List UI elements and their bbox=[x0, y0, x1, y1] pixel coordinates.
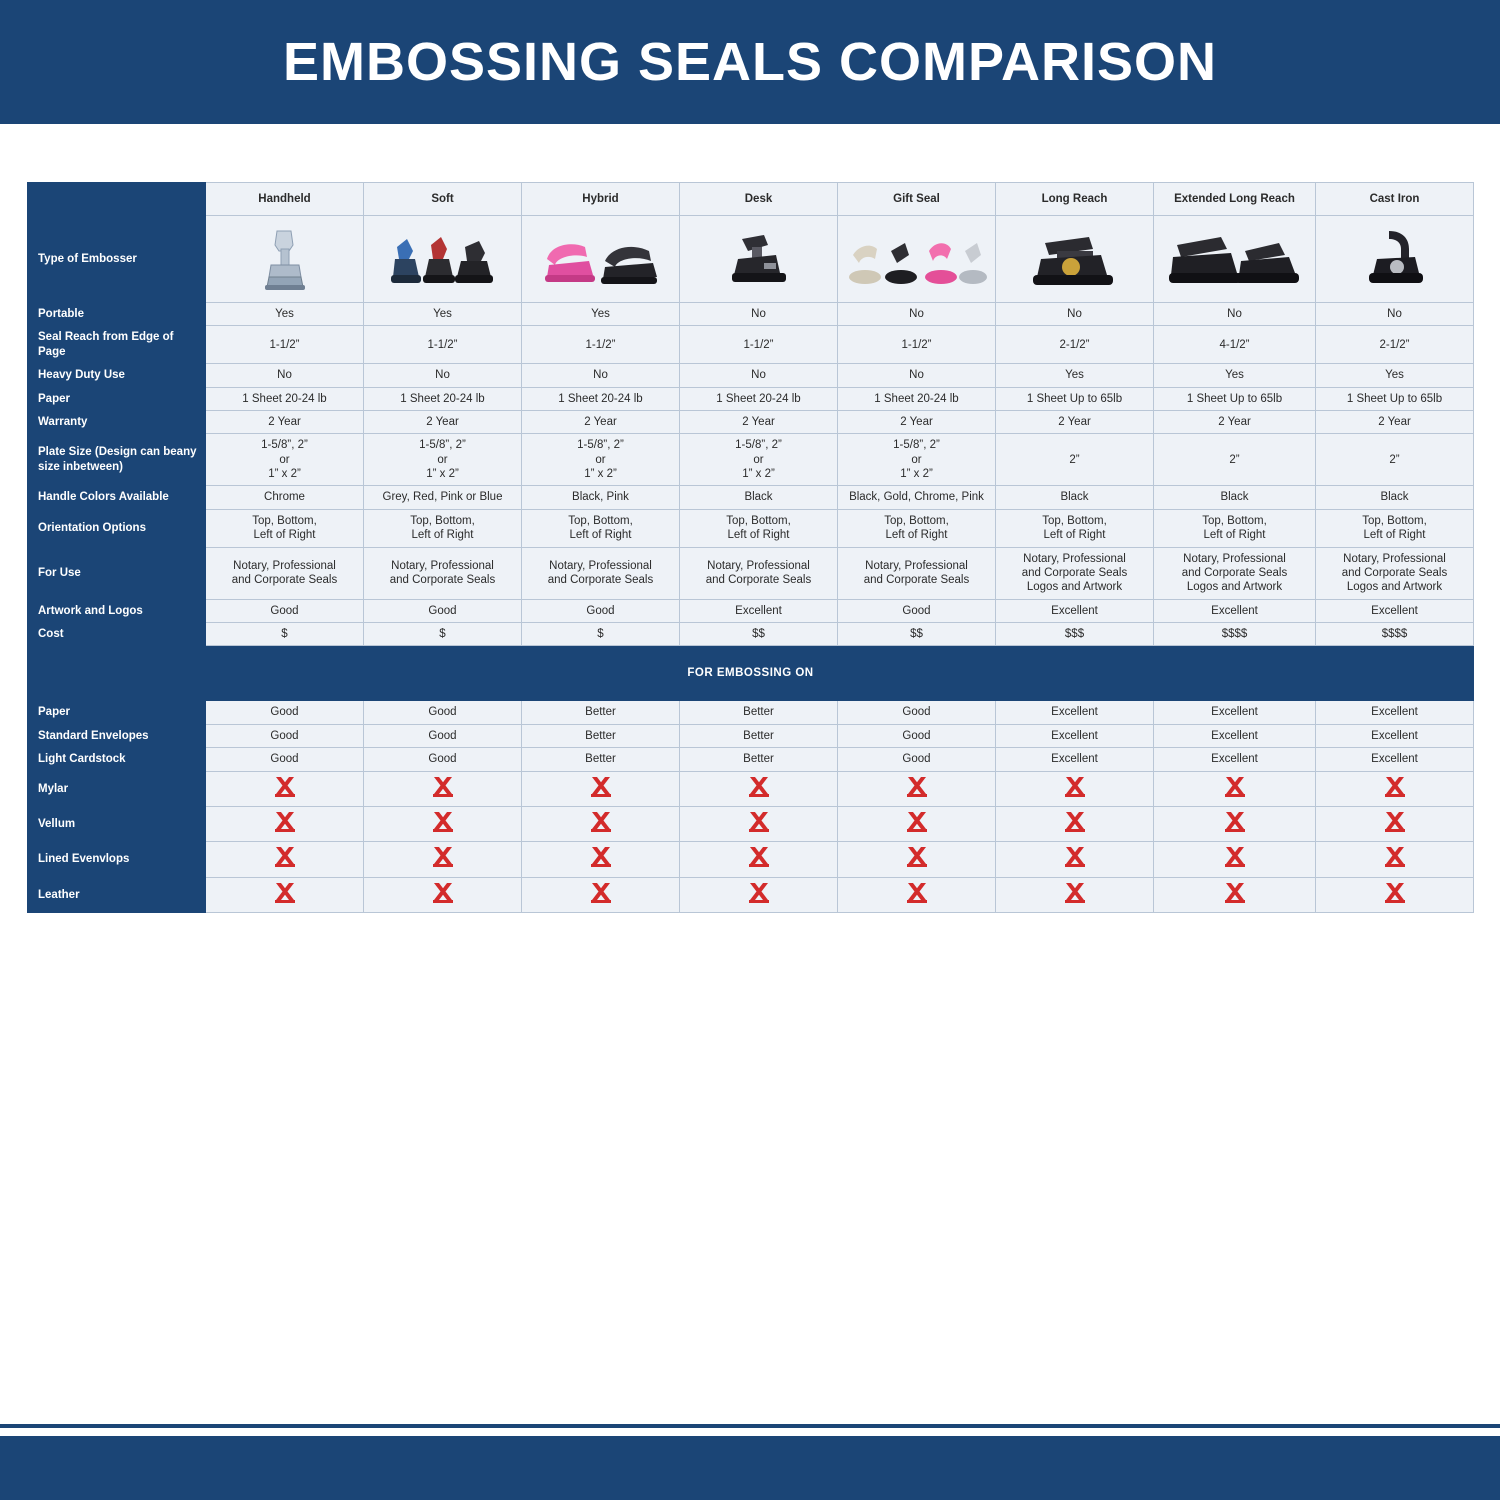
cell-embossing-light-cardstock-cast-iron: Excellent bbox=[1316, 748, 1474, 771]
cell-embossing-leather-long-reach bbox=[996, 877, 1154, 912]
x-mark-icon bbox=[748, 882, 770, 904]
cell-portable-handheld: Yes bbox=[206, 303, 364, 326]
x-mark-icon bbox=[1224, 776, 1246, 798]
cell-heavy-duty-use-soft: No bbox=[364, 364, 522, 387]
cell-embossing-paper-desk: Better bbox=[680, 701, 838, 724]
cell-plate-size-design-can-beany-size-inbetween-extended-long-reach: 2” bbox=[1154, 434, 1316, 486]
cell-embossing-leather-hybrid bbox=[522, 877, 680, 912]
x-mark-icon bbox=[1224, 882, 1246, 904]
cell-plate-size-design-can-beany-size-inbetween-handheld: 1-5/8”, 2” or 1” x 2” bbox=[206, 434, 364, 486]
cell-plate-size-design-can-beany-size-inbetween-long-reach: 2” bbox=[996, 434, 1154, 486]
row-label-heavy-duty-use: Heavy Duty Use bbox=[28, 364, 206, 387]
cell-embossing-standard-envelopes-extended-long-reach: Excellent bbox=[1154, 724, 1316, 747]
cell-paper-extended-long-reach: 1 Sheet Up to 65lb bbox=[1154, 387, 1316, 410]
cell-heavy-duty-use-gift-seal: No bbox=[838, 364, 996, 387]
x-mark-icon bbox=[590, 882, 612, 904]
table-row bbox=[28, 842, 1474, 877]
cell-orientation-options-desk: Top, Bottom, Left of Right bbox=[680, 509, 838, 547]
cell-embossing-lined-evenvlops-extended-long-reach bbox=[1154, 842, 1316, 877]
table-row bbox=[28, 303, 1474, 326]
cell-embossing-vellum-cast-iron bbox=[1316, 806, 1474, 841]
cell-embossing-paper-cast-iron: Excellent bbox=[1316, 701, 1474, 724]
cell-embossing-lined-evenvlops-long-reach bbox=[996, 842, 1154, 877]
cell-embossing-lined-evenvlops-hybrid bbox=[522, 842, 680, 877]
row-label-embossing-mylar: Mylar bbox=[28, 771, 206, 806]
cell-orientation-options-gift-seal: Top, Bottom, Left of Right bbox=[838, 509, 996, 547]
x-mark-icon bbox=[1064, 776, 1086, 798]
column-header-gift-seal: Gift Seal bbox=[838, 183, 996, 216]
row-label-portable: Portable bbox=[28, 303, 206, 326]
cell-embossing-mylar-handheld bbox=[206, 771, 364, 806]
cell-embossing-light-cardstock-long-reach: Excellent bbox=[996, 748, 1154, 771]
cell-warranty-handheld: 2 Year bbox=[206, 410, 364, 433]
section-band-row bbox=[28, 646, 1474, 701]
cell-handle-colors-available-cast-iron: Black bbox=[1316, 486, 1474, 509]
table-row bbox=[28, 806, 1474, 841]
cell-for-use-gift-seal: Notary, Professional and Corporate Seals bbox=[838, 547, 996, 599]
cell-embossing-light-cardstock-soft: Good bbox=[364, 748, 522, 771]
cell-cost-handheld: $ bbox=[206, 623, 364, 646]
cell-artwork-and-logos-long-reach: Excellent bbox=[996, 599, 1154, 622]
table-row bbox=[28, 216, 1474, 303]
cell-for-use-extended-long-reach: Notary, Professional and Corporate Seals Logos and Artwork bbox=[1154, 547, 1316, 599]
cell-heavy-duty-use-cast-iron: Yes bbox=[1316, 364, 1474, 387]
cell-seal-reach-from-edge-of-page-long-reach: 2-1/2” bbox=[996, 326, 1154, 364]
table-row bbox=[28, 877, 1474, 912]
cell-embossing-mylar-long-reach bbox=[996, 771, 1154, 806]
cell-embossing-leather-cast-iron bbox=[1316, 877, 1474, 912]
table-row bbox=[28, 547, 1474, 599]
cell-handle-colors-available-handheld: Chrome bbox=[206, 486, 364, 509]
cell-embossing-paper-gift-seal: Good bbox=[838, 701, 996, 724]
cell-embossing-leather-soft bbox=[364, 877, 522, 912]
cell-heavy-duty-use-desk: No bbox=[680, 364, 838, 387]
cell-portable-cast-iron: No bbox=[1316, 303, 1474, 326]
cell-embossing-light-cardstock-desk: Better bbox=[680, 748, 838, 771]
cell-portable-long-reach: No bbox=[996, 303, 1154, 326]
cell-seal-reach-from-edge-of-page-desk: 1-1/2” bbox=[680, 326, 838, 364]
cell-cost-desk: $$ bbox=[680, 623, 838, 646]
cell-for-use-handheld: Notary, Professional and Corporate Seals bbox=[206, 547, 364, 599]
cell-plate-size-design-can-beany-size-inbetween-cast-iron: 2” bbox=[1316, 434, 1474, 486]
cell-embossing-mylar-cast-iron bbox=[1316, 771, 1474, 806]
cell-seal-reach-from-edge-of-page-cast-iron: 2-1/2” bbox=[1316, 326, 1474, 364]
x-mark-icon bbox=[590, 776, 612, 798]
column-header-desk: Desk bbox=[680, 183, 838, 216]
extended-long-reach-embosser-icon bbox=[1154, 216, 1316, 303]
x-mark-icon bbox=[748, 776, 770, 798]
cell-embossing-paper-handheld: Good bbox=[206, 701, 364, 724]
cell-embossing-vellum-desk bbox=[680, 806, 838, 841]
cell-warranty-gift-seal: 2 Year bbox=[838, 410, 996, 433]
cell-orientation-options-hybrid: Top, Bottom, Left of Right bbox=[522, 509, 680, 547]
column-header-hybrid: Hybrid bbox=[522, 183, 680, 216]
cell-embossing-paper-long-reach: Excellent bbox=[996, 701, 1154, 724]
cell-for-use-desk: Notary, Professional and Corporate Seals bbox=[680, 547, 838, 599]
row-label-embossing-lined-evenvlops: Lined Evenvlops bbox=[28, 842, 206, 877]
cell-embossing-standard-envelopes-desk: Better bbox=[680, 724, 838, 747]
row-label-type-of-embosser: Type of Embosser bbox=[28, 216, 206, 303]
x-mark-icon bbox=[906, 776, 928, 798]
cell-seal-reach-from-edge-of-page-extended-long-reach: 4-1/2” bbox=[1154, 326, 1316, 364]
x-mark-icon bbox=[1224, 846, 1246, 868]
cell-embossing-vellum-hybrid bbox=[522, 806, 680, 841]
row-label-embossing-light-cardstock: Light Cardstock bbox=[28, 748, 206, 771]
cell-cost-extended-long-reach: $$$$ bbox=[1154, 623, 1316, 646]
cast-iron-embosser-icon bbox=[1316, 216, 1474, 303]
x-mark-icon bbox=[906, 882, 928, 904]
cell-embossing-standard-envelopes-handheld: Good bbox=[206, 724, 364, 747]
cell-warranty-long-reach: 2 Year bbox=[996, 410, 1154, 433]
cell-embossing-mylar-extended-long-reach bbox=[1154, 771, 1316, 806]
hybrid-embosser-icon bbox=[522, 216, 680, 303]
cell-embossing-lined-evenvlops-cast-iron bbox=[1316, 842, 1474, 877]
cell-embossing-light-cardstock-extended-long-reach: Excellent bbox=[1154, 748, 1316, 771]
table-header-row bbox=[28, 183, 1474, 216]
table-row bbox=[28, 387, 1474, 410]
cell-embossing-vellum-handheld bbox=[206, 806, 364, 841]
cell-embossing-paper-hybrid: Better bbox=[522, 701, 680, 724]
row-label-warranty: Warranty bbox=[28, 410, 206, 433]
table-row bbox=[28, 748, 1474, 771]
cell-artwork-and-logos-desk: Excellent bbox=[680, 599, 838, 622]
cell-embossing-vellum-gift-seal bbox=[838, 806, 996, 841]
x-mark-icon bbox=[1064, 882, 1086, 904]
cell-artwork-and-logos-soft: Good bbox=[364, 599, 522, 622]
x-mark-icon bbox=[432, 882, 454, 904]
table-row bbox=[28, 701, 1474, 724]
cell-warranty-soft: 2 Year bbox=[364, 410, 522, 433]
cell-warranty-desk: 2 Year bbox=[680, 410, 838, 433]
table-row bbox=[28, 771, 1474, 806]
x-mark-icon bbox=[274, 882, 296, 904]
cell-embossing-standard-envelopes-cast-iron: Excellent bbox=[1316, 724, 1474, 747]
cell-portable-hybrid: Yes bbox=[522, 303, 680, 326]
cell-embossing-paper-extended-long-reach: Excellent bbox=[1154, 701, 1316, 724]
footer-divider bbox=[0, 1424, 1500, 1428]
page-title: EMBOSSING SEALS COMPARISON bbox=[282, 32, 1218, 92]
row-label-orientation-options: Orientation Options bbox=[28, 509, 206, 547]
long-reach-embosser-icon bbox=[996, 216, 1154, 303]
cell-paper-long-reach: 1 Sheet Up to 65lb bbox=[996, 387, 1154, 410]
x-mark-icon bbox=[432, 811, 454, 833]
x-mark-icon bbox=[1064, 846, 1086, 868]
column-header-extended-long-reach: Extended Long Reach bbox=[1154, 183, 1316, 216]
cell-embossing-lined-evenvlops-gift-seal bbox=[838, 842, 996, 877]
cell-for-use-hybrid: Notary, Professional and Corporate Seals bbox=[522, 547, 680, 599]
table-row bbox=[28, 599, 1474, 622]
table-corner bbox=[28, 183, 206, 216]
cell-seal-reach-from-edge-of-page-soft: 1-1/2” bbox=[364, 326, 522, 364]
x-mark-icon bbox=[748, 811, 770, 833]
section-band-for-embossing-on: FOR EMBOSSING ON bbox=[28, 646, 1474, 701]
cell-orientation-options-long-reach: Top, Bottom, Left of Right bbox=[996, 509, 1154, 547]
cell-seal-reach-from-edge-of-page-gift-seal: 1-1/2” bbox=[838, 326, 996, 364]
cell-embossing-standard-envelopes-soft: Good bbox=[364, 724, 522, 747]
cell-handle-colors-available-desk: Black bbox=[680, 486, 838, 509]
cell-for-use-soft: Notary, Professional and Corporate Seals bbox=[364, 547, 522, 599]
column-header-cast-iron: Cast Iron bbox=[1316, 183, 1474, 216]
cell-embossing-leather-extended-long-reach bbox=[1154, 877, 1316, 912]
cell-handle-colors-available-long-reach: Black bbox=[996, 486, 1154, 509]
cell-embossing-mylar-soft bbox=[364, 771, 522, 806]
comparison-table-wrap bbox=[27, 182, 1473, 913]
cell-paper-handheld: 1 Sheet 20-24 lb bbox=[206, 387, 364, 410]
cell-embossing-lined-evenvlops-desk bbox=[680, 842, 838, 877]
row-label-plate-size-design-can-beany-size-inbetween: Plate Size (Design can beany size inbetween) bbox=[28, 434, 206, 486]
row-label-embossing-standard-envelopes: Standard Envelopes bbox=[28, 724, 206, 747]
table-row bbox=[28, 623, 1474, 646]
cell-embossing-paper-soft: Good bbox=[364, 701, 522, 724]
cell-plate-size-design-can-beany-size-inbetween-soft: 1-5/8”, 2” or 1” x 2” bbox=[364, 434, 522, 486]
comparison-table bbox=[27, 182, 1474, 913]
desk-embosser-icon bbox=[680, 216, 838, 303]
cell-embossing-mylar-gift-seal bbox=[838, 771, 996, 806]
cell-seal-reach-from-edge-of-page-handheld: 1-1/2” bbox=[206, 326, 364, 364]
table-row bbox=[28, 724, 1474, 747]
cell-paper-cast-iron: 1 Sheet Up to 65lb bbox=[1316, 387, 1474, 410]
cell-embossing-mylar-desk bbox=[680, 771, 838, 806]
cell-embossing-lined-evenvlops-handheld bbox=[206, 842, 364, 877]
x-mark-icon bbox=[432, 776, 454, 798]
cell-plate-size-design-can-beany-size-inbetween-gift-seal: 1-5/8”, 2” or 1” x 2” bbox=[838, 434, 996, 486]
table-row bbox=[28, 509, 1474, 547]
table-row bbox=[28, 364, 1474, 387]
cell-handle-colors-available-extended-long-reach: Black bbox=[1154, 486, 1316, 509]
cell-warranty-cast-iron: 2 Year bbox=[1316, 410, 1474, 433]
cell-artwork-and-logos-hybrid: Good bbox=[522, 599, 680, 622]
cell-embossing-vellum-long-reach bbox=[996, 806, 1154, 841]
cell-embossing-light-cardstock-handheld: Good bbox=[206, 748, 364, 771]
cell-handle-colors-available-gift-seal: Black, Gold, Chrome, Pink bbox=[838, 486, 996, 509]
x-mark-icon bbox=[1384, 882, 1406, 904]
column-header-handheld: Handheld bbox=[206, 183, 364, 216]
table-row bbox=[28, 410, 1474, 433]
cell-heavy-duty-use-long-reach: Yes bbox=[996, 364, 1154, 387]
cell-plate-size-design-can-beany-size-inbetween-hybrid: 1-5/8”, 2” or 1” x 2” bbox=[522, 434, 680, 486]
soft-embosser-icon bbox=[364, 216, 522, 303]
comparison-table-body bbox=[28, 216, 1474, 913]
cell-embossing-light-cardstock-hybrid: Better bbox=[522, 748, 680, 771]
cell-portable-desk: No bbox=[680, 303, 838, 326]
cell-paper-desk: 1 Sheet 20-24 lb bbox=[680, 387, 838, 410]
table-row bbox=[28, 486, 1474, 509]
x-mark-icon bbox=[590, 846, 612, 868]
row-label-handle-colors-available: Handle Colors Available bbox=[28, 486, 206, 509]
cell-artwork-and-logos-gift-seal: Good bbox=[838, 599, 996, 622]
handheld-embosser-icon bbox=[206, 216, 364, 303]
cell-cost-cast-iron: $$$$ bbox=[1316, 623, 1474, 646]
cell-warranty-hybrid: 2 Year bbox=[522, 410, 680, 433]
cell-portable-gift-seal: No bbox=[838, 303, 996, 326]
banner-divider bbox=[0, 124, 1500, 129]
cell-portable-extended-long-reach: No bbox=[1154, 303, 1316, 326]
row-label-embossing-vellum: Vellum bbox=[28, 806, 206, 841]
cell-heavy-duty-use-handheld: No bbox=[206, 364, 364, 387]
column-header-soft: Soft bbox=[364, 183, 522, 216]
cell-embossing-mylar-hybrid bbox=[522, 771, 680, 806]
cell-artwork-and-logos-extended-long-reach: Excellent bbox=[1154, 599, 1316, 622]
cell-embossing-leather-desk bbox=[680, 877, 838, 912]
cell-paper-gift-seal: 1 Sheet 20-24 lb bbox=[838, 387, 996, 410]
cell-handle-colors-available-soft: Grey, Red, Pink or Blue bbox=[364, 486, 522, 509]
cell-embossing-light-cardstock-gift-seal: Good bbox=[838, 748, 996, 771]
cell-cost-hybrid: $ bbox=[522, 623, 680, 646]
cell-heavy-duty-use-extended-long-reach: Yes bbox=[1154, 364, 1316, 387]
cell-embossing-vellum-extended-long-reach bbox=[1154, 806, 1316, 841]
gift-seal-embosser-icon bbox=[838, 216, 996, 303]
footer-bar bbox=[0, 1436, 1500, 1500]
row-label-embossing-leather: Leather bbox=[28, 877, 206, 912]
cell-cost-gift-seal: $$ bbox=[838, 623, 996, 646]
page-banner bbox=[0, 0, 1500, 124]
table-row bbox=[28, 326, 1474, 364]
row-label-embossing-paper: Paper bbox=[28, 701, 206, 724]
cell-artwork-and-logos-handheld: Good bbox=[206, 599, 364, 622]
cell-orientation-options-extended-long-reach: Top, Bottom, Left of Right bbox=[1154, 509, 1316, 547]
cell-for-use-long-reach: Notary, Professional and Corporate Seals Logos and Artwork bbox=[996, 547, 1154, 599]
column-header-long-reach: Long Reach bbox=[996, 183, 1154, 216]
row-label-cost: Cost bbox=[28, 623, 206, 646]
x-mark-icon bbox=[274, 846, 296, 868]
cell-embossing-standard-envelopes-gift-seal: Good bbox=[838, 724, 996, 747]
x-mark-icon bbox=[274, 776, 296, 798]
cell-plate-size-design-can-beany-size-inbetween-desk: 1-5/8”, 2” or 1” x 2” bbox=[680, 434, 838, 486]
cell-artwork-and-logos-cast-iron: Excellent bbox=[1316, 599, 1474, 622]
cell-paper-hybrid: 1 Sheet 20-24 lb bbox=[522, 387, 680, 410]
cell-seal-reach-from-edge-of-page-hybrid: 1-1/2” bbox=[522, 326, 680, 364]
cell-embossing-leather-gift-seal bbox=[838, 877, 996, 912]
x-mark-icon bbox=[1224, 811, 1246, 833]
x-mark-icon bbox=[590, 811, 612, 833]
cell-handle-colors-available-hybrid: Black, Pink bbox=[522, 486, 680, 509]
cell-embossing-lined-evenvlops-soft bbox=[364, 842, 522, 877]
cell-cost-long-reach: $$$ bbox=[996, 623, 1154, 646]
cell-orientation-options-cast-iron: Top, Bottom, Left of Right bbox=[1316, 509, 1474, 547]
row-label-artwork-and-logos: Artwork and Logos bbox=[28, 599, 206, 622]
cell-orientation-options-soft: Top, Bottom, Left of Right bbox=[364, 509, 522, 547]
x-mark-icon bbox=[748, 846, 770, 868]
cell-embossing-vellum-soft bbox=[364, 806, 522, 841]
cell-warranty-extended-long-reach: 2 Year bbox=[1154, 410, 1316, 433]
cell-paper-soft: 1 Sheet 20-24 lb bbox=[364, 387, 522, 410]
table-row bbox=[28, 434, 1474, 486]
x-mark-icon bbox=[1384, 776, 1406, 798]
cell-embossing-standard-envelopes-long-reach: Excellent bbox=[996, 724, 1154, 747]
cell-orientation-options-handheld: Top, Bottom, Left of Right bbox=[206, 509, 364, 547]
x-mark-icon bbox=[1384, 846, 1406, 868]
cell-cost-soft: $ bbox=[364, 623, 522, 646]
cell-portable-soft: Yes bbox=[364, 303, 522, 326]
x-mark-icon bbox=[906, 846, 928, 868]
x-mark-icon bbox=[1064, 811, 1086, 833]
x-mark-icon bbox=[432, 846, 454, 868]
cell-embossing-standard-envelopes-hybrid: Better bbox=[522, 724, 680, 747]
row-label-seal-reach-from-edge-of-page: Seal Reach from Edge of Page bbox=[28, 326, 206, 364]
cell-for-use-cast-iron: Notary, Professional and Corporate Seals Logos and Artwork bbox=[1316, 547, 1474, 599]
cell-embossing-leather-handheld bbox=[206, 877, 364, 912]
cell-heavy-duty-use-hybrid: No bbox=[522, 364, 680, 387]
x-mark-icon bbox=[906, 811, 928, 833]
row-label-for-use: For Use bbox=[28, 547, 206, 599]
x-mark-icon bbox=[274, 811, 296, 833]
row-label-paper: Paper bbox=[28, 387, 206, 410]
x-mark-icon bbox=[1384, 811, 1406, 833]
